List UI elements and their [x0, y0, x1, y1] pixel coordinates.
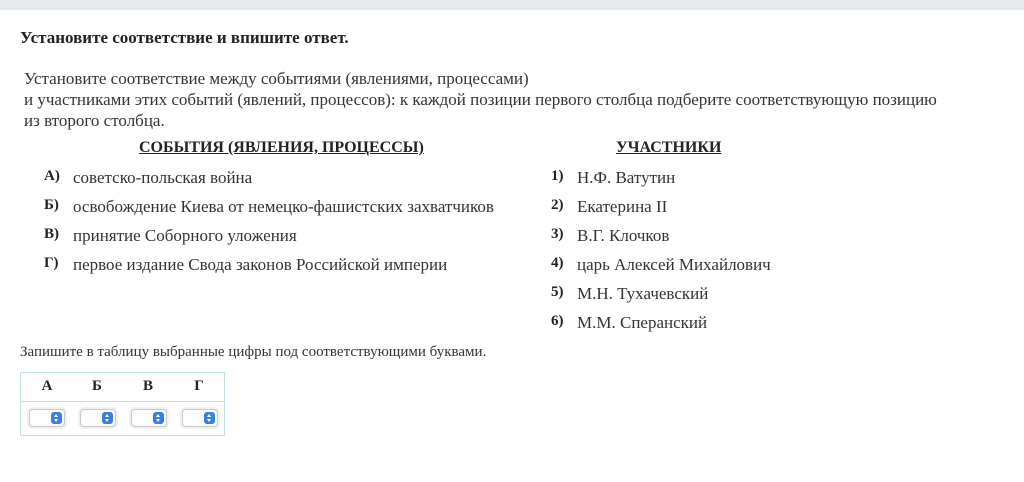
event-text: освобождение Киева от немецко-фашистских захватчиков	[73, 197, 494, 216]
participant-key: 4)	[551, 255, 564, 271]
participant-key: 2)	[551, 197, 564, 213]
task-title: Установите соответствие и впишите ответ.	[20, 28, 349, 47]
event-key: Б)	[44, 197, 59, 213]
participant-text: Екатерина II	[577, 197, 668, 216]
answer-table-header	[21, 373, 224, 402]
prompt-line-1: Установите соответствие между событиями (явлениями, процессами)	[24, 69, 529, 88]
answer-column-b: Б	[92, 378, 102, 394]
top-bar	[0, 0, 1024, 10]
event-text: советско-польская война	[73, 168, 253, 187]
event-key: В)	[44, 226, 59, 242]
updown-chevron-icon	[153, 412, 164, 424]
answer-select-v[interactable]	[131, 409, 167, 427]
participant-text: царь Алексей Михайлович	[577, 255, 771, 274]
updown-chevron-icon	[204, 412, 215, 424]
answer-table	[20, 372, 225, 436]
updown-chevron-icon	[51, 412, 62, 424]
task-prompt	[24, 68, 1014, 131]
answer-column-g: Г	[194, 378, 204, 394]
answer-select-a[interactable]	[29, 409, 65, 427]
answer-select-b[interactable]	[80, 409, 116, 427]
participants-column-header: УЧАСТНИКИ	[616, 139, 722, 156]
event-key: Г)	[44, 255, 59, 271]
participant-key: 6)	[551, 313, 564, 329]
answer-column-v: В	[142, 378, 153, 394]
event-key: А)	[44, 168, 60, 184]
participant-text: М.Н. Тухачевский	[577, 284, 709, 303]
participant-text: В.Г. Клочков	[577, 226, 670, 245]
updown-chevron-icon	[102, 412, 113, 424]
prompt-line-2: и участниками этих событий (явлений, процессов): к каждой позиции первого столбца подберите соответствующую позицию	[24, 90, 937, 109]
participant-text: Н.Ф. Ватутин	[577, 168, 676, 187]
prompt-line-3: из второго столбца.	[24, 111, 165, 130]
event-text: первое издание Свода законов Российской империи	[73, 255, 448, 274]
participant-key: 3)	[551, 226, 564, 242]
event-text: принятие Соборного уложения	[73, 226, 297, 245]
participant-key: 1)	[551, 168, 564, 184]
events-column-header: СОБЫТИЯ (ЯВЛЕНИЯ, ПРОЦЕССЫ)	[139, 139, 424, 156]
answer-column-a: А	[41, 378, 53, 394]
answer-select-g[interactable]	[182, 409, 218, 427]
answer-instruction: Запишите в таблицу выбранные цифры под соответствующими буквами.	[20, 344, 487, 360]
participant-text: М.М. Сперанский	[577, 313, 708, 332]
participant-key: 5)	[551, 284, 564, 300]
